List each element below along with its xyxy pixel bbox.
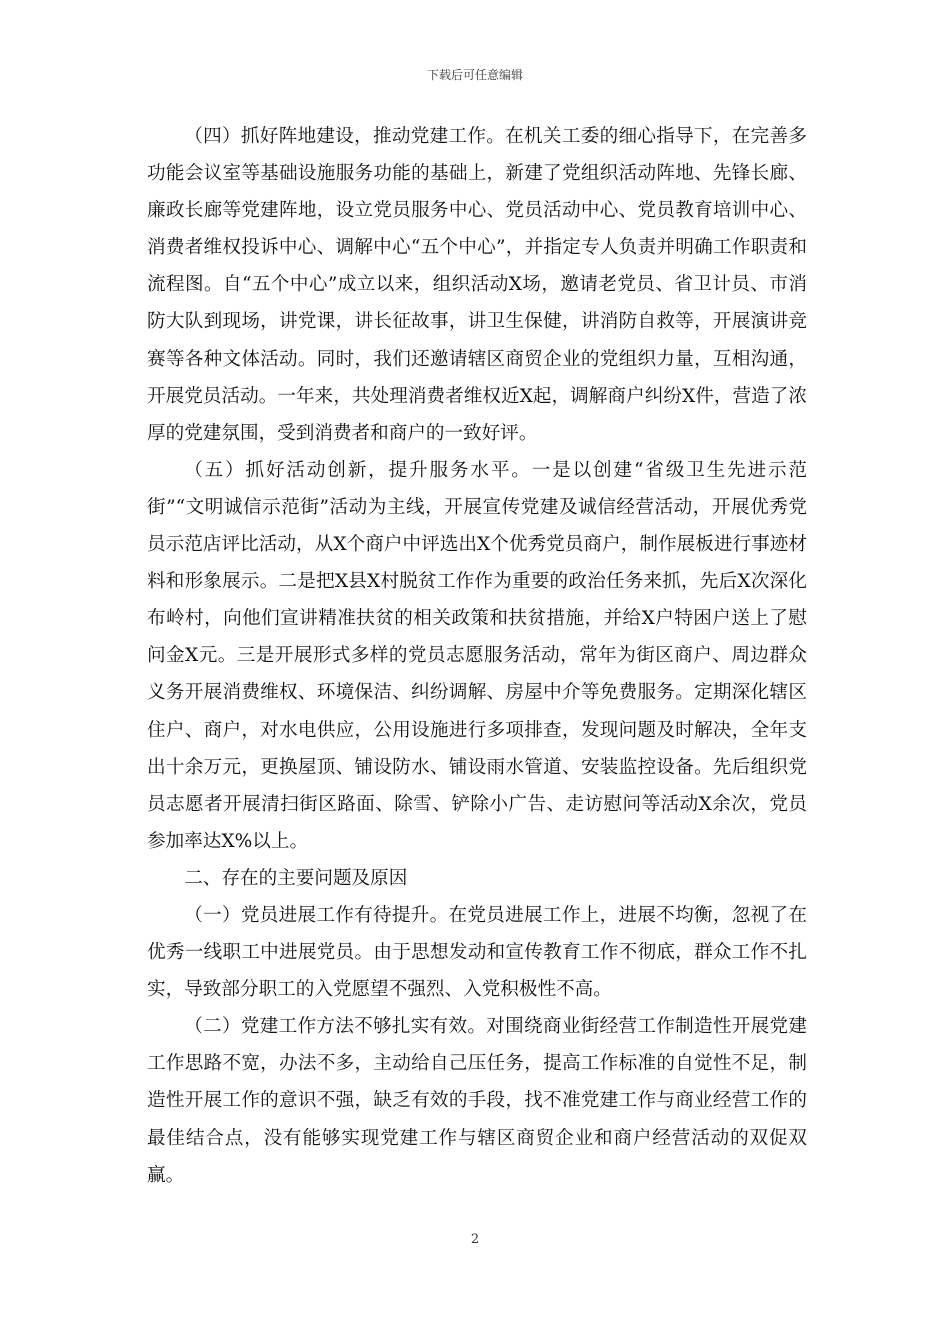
paragraph-section-5: （五）抓好活动创新，提升服务水平。一是以创建“省级卫生先进示范街”“文明诚信示范街”活动为主线，开展宣传党建及诚信经营活动，开展优秀党员示范店评比活动，从X个商户中评选出X个优秀党员商户，制作展板进行事迹材料和形象展示。二是把X县X村脱贫工作作为重要的政治任务来抓，先后X次深化布岭村，向他们宣讲精准扶贫的相关政策和扶贫措施，并给X户特困户送上了慰问金X元。三是开展形式多样的党员志愿服务活动，常年为街区商户、周边群众义务开展消费维权、环境保洁、纠纷调解、房屋中介等免费服务。定期深化辖区住户、商户，对水电供应，公用设施进行多项排查，发现问题及时解决，全年支出十余万元，更换屋顶、铺设防水、铺设雨水管道、安装监控设备。先后组织党员志愿者开展清扫街区路面、除雪、铲除小广告、走访慰问等活动X余次，党员参加率达X%以上。 [147,459,807,852]
document-body [147,118,807,1194]
page-number: 2 [470,1232,480,1247]
paragraph-problem-1: （一）党员进展工作有待提升。在党员进展工作上，进展不均衡，忽视了在优秀一线职工中进展党员。由于思想发动和宣传教育工作不彻底，群众工作不扎实，导致部分职工的入党愿望不强烈、入党积极性不高。 [147,904,807,1001]
paragraph-section-4: （四）抓好阵地建设，推动党建工作。在机关工委的细心指导下，在完善多功能会议室等基础设施服务功能的基础上，新建了党组织活动阵地、先锋长廊、廉政长廊等党建阵地，设立党员服务中心、党员活动中心、党员教育培训中心、消费者维权投诉中心、调解中心“五个中心”，并指定专人负责并明确工作职责和流程图。自“五个中心”成立以来，组织活动X场，邀请老党员、省卫计员、市消防大队到现场，讲党课，讲长征故事，讲卫生保健，讲消防自救等，开展演讲竞赛等各种文体活动。同时，我们还邀请辖区商贸企业的党组织力量，互相沟通，开展党员活动。一年来，共处理消费者维权近X起，调解商户纠纷X件，营造了浓厚的党建氛围，受到消费者和商户的一致好评。 [147,126,807,444]
heading-problems: 二、存在的主要问题及原因 [184,867,408,889]
paragraph-problem-2: （二）党建工作方法不够扎实有效。对围绕商业街经营工作制造性开展党建工作思路不宽，办法不多，主动给自己压任务，提高工作标准的自觉性不足，制造性开展工作的意识不强，缺乏有效的手段，找不准党建工作与商业经营工作的最佳结合点，没有能够实现党建工作与辖区商贸企业和商户经营活动的双促双赢。 [147,1016,807,1186]
page-header: 下载后可任意编辑 [426,68,523,82]
